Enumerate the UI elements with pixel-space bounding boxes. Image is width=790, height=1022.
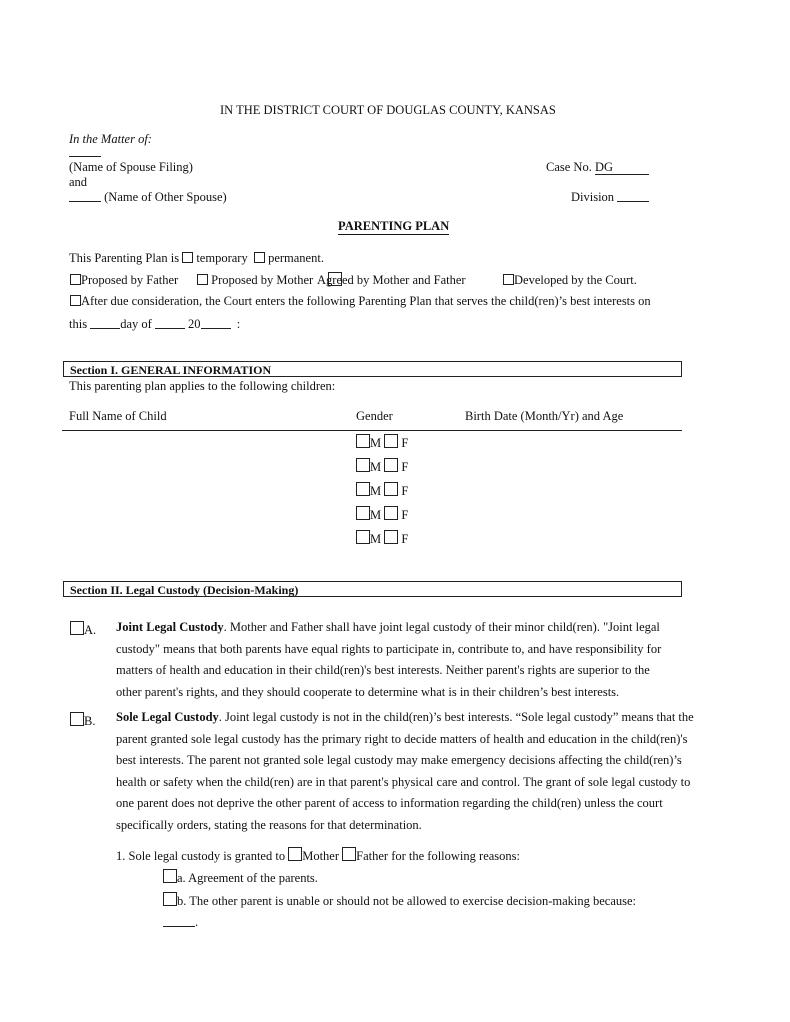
section-1-heading: Section I. GENERAL INFORMATION — [70, 363, 272, 377]
day-blank[interactable] — [90, 317, 120, 329]
after-consideration-text: After due consideration, the Court enters the following Parenting Plan that serves the child(ren)’s best interests on — [81, 294, 651, 308]
reason-b-blank[interactable] — [163, 915, 195, 927]
gender-f-checkbox[interactable] — [384, 434, 398, 448]
option-a-marker — [70, 621, 96, 637]
gender-f-label: F — [401, 484, 409, 498]
proposed-mother-row — [197, 274, 313, 287]
permanent-checkbox[interactable] — [254, 252, 265, 263]
gender-row — [356, 506, 408, 522]
proposed-mother-checkbox[interactable] — [197, 274, 208, 285]
other-spouse-blank[interactable] — [69, 190, 101, 202]
sole-line-1: . Joint legal custody is not in the child(ren)’s best interests. “Sole legal custody” means that the — [218, 710, 694, 724]
gender-m-label: M — [370, 508, 382, 522]
sole-granted-row — [116, 847, 520, 863]
gender-m-label: M — [370, 484, 382, 498]
sole-line-4: health or safety when the child(ren) are in that parent's physical care and control. The grant of sole legal custody to — [116, 774, 691, 789]
date-row — [69, 317, 240, 331]
spouse-filing-blank[interactable] — [69, 156, 101, 157]
month-blank[interactable] — [155, 317, 185, 329]
section-2-heading: Section II. Legal Custody (Decision-Making) — [70, 583, 299, 597]
temporary-checkbox[interactable] — [182, 252, 193, 263]
section-1-box — [63, 361, 682, 377]
case-no-field[interactable] — [595, 161, 649, 175]
joint-line-1: . Mother and Father shall have joint legal custody of their minor child(ren). "Joint legal — [223, 620, 660, 634]
gender-m-checkbox[interactable] — [356, 530, 370, 544]
section-2-box — [63, 581, 682, 597]
permanent-label: permanent. — [268, 251, 324, 265]
plan-is-label: This Parenting Plan is — [69, 251, 180, 265]
name-spouse-filing-label: (Name of Spouse Filing) — [69, 160, 193, 174]
developed-court-checkbox[interactable] — [503, 274, 514, 285]
father-checkbox[interactable] — [342, 847, 356, 861]
gender-m-checkbox[interactable] — [356, 482, 370, 496]
sole-granted-label: 1. Sole legal custody is granted to — [116, 849, 286, 863]
gender-m-checkbox[interactable] — [356, 458, 370, 472]
division-label: Division — [571, 190, 615, 204]
applies-text: This parenting plan applies to the following children: — [69, 379, 336, 393]
proposed-father-row — [70, 274, 178, 287]
court-enters-checkbox[interactable] — [70, 295, 81, 306]
in-the-matter-of: In the Matter of: — [69, 132, 152, 146]
gender-f-checkbox[interactable] — [384, 482, 398, 496]
gender-row — [356, 434, 408, 450]
proposed-father-label: Proposed by Father — [81, 273, 179, 287]
and-text: and — [69, 175, 88, 189]
gender-f-checkbox[interactable] — [384, 506, 398, 520]
case-no-label: Case No. — [546, 160, 592, 174]
division-row — [571, 190, 649, 204]
gender-m-checkbox[interactable] — [356, 434, 370, 448]
joint-custody-paragraph — [116, 617, 716, 703]
sole-custody-paragraph — [116, 707, 716, 836]
option-a-label: A. — [84, 623, 97, 637]
agreed-label: Agreed by Mother and Father — [317, 273, 466, 287]
sole-line-5: one parent does not deprive the other parent of access to information regarding the child(ren) unless the court — [116, 796, 663, 810]
sole-line-3: best interests. The parent not granted sole legal custody may make emergency decisions affecting the child(ren)’s — [116, 753, 682, 767]
year-blank[interactable] — [201, 317, 231, 329]
joint-custody-title: Joint Legal Custody — [116, 620, 224, 634]
gender-row — [356, 482, 408, 498]
for-reasons-label: for the following reasons: — [391, 849, 520, 863]
table-header-rule — [62, 430, 682, 431]
reason-a-row — [163, 869, 318, 885]
reason-a-checkbox[interactable] — [163, 869, 177, 883]
name-other-spouse-label: (Name of Other Spouse) — [104, 190, 227, 204]
reason-b-row — [163, 892, 636, 908]
col-full-name: Full Name of Child — [69, 409, 167, 423]
case-no-value: DG — [594, 160, 614, 174]
court-title: IN THE DISTRICT COURT OF DOUGLAS COUNTY, KANSAS — [220, 103, 556, 117]
gender-m-label: M — [370, 436, 382, 450]
other-spouse-row — [69, 190, 227, 204]
option-b-marker — [70, 712, 95, 728]
gender-row — [356, 458, 408, 474]
gender-f-label: F — [401, 532, 409, 546]
colon: : — [236, 317, 241, 331]
reason-b-checkbox[interactable] — [163, 892, 177, 906]
gender-f-label: F — [401, 460, 409, 474]
reason-a-label: a. Agreement of the parents. — [177, 871, 318, 885]
col-gender: Gender — [356, 409, 393, 423]
sole-custody-title: Sole Legal Custody — [116, 710, 219, 724]
option-b-checkbox[interactable] — [70, 712, 84, 726]
sole-line-6: specifically orders, stating the reasons for that determination. — [116, 817, 422, 832]
developed-court-label: Developed by the Court. — [514, 273, 637, 287]
gender-f-label: F — [401, 436, 409, 450]
mother-checkbox[interactable] — [288, 847, 302, 861]
gender-f-checkbox[interactable] — [384, 458, 398, 472]
joint-line-3: matters of health and education in their child(ren)'s best interests. Neither parent's rights are superior to the — [116, 663, 650, 677]
year-prefix: 20 — [188, 317, 201, 331]
proposed-father-checkbox[interactable] — [70, 274, 81, 285]
gender-f-label: F — [401, 508, 409, 522]
gender-m-label: M — [370, 460, 382, 474]
joint-line-4: other parent's rights, and they should cooperate to determine what is in their children’s best interests. — [116, 684, 620, 699]
gender-m-checkbox[interactable] — [356, 506, 370, 520]
page-title: PARENTING PLAN — [338, 219, 450, 233]
reason-b-period: . — [195, 915, 199, 929]
option-b-label: B. — [84, 714, 96, 728]
case-no-row — [546, 161, 649, 175]
gender-row — [356, 530, 408, 546]
this-label: this — [69, 317, 88, 331]
gender-f-checkbox[interactable] — [384, 530, 398, 544]
court-enters-row — [70, 295, 651, 308]
sole-line-2: parent granted sole legal custody has the primary right to decide matters of health and education in the child(ren)'s — [116, 731, 688, 746]
day-of-label: day of — [120, 317, 152, 331]
temporary-label: temporary — [196, 251, 248, 265]
reason-b-blank-row — [163, 915, 198, 929]
proposed-mother-label: Proposed by Mother — [211, 273, 314, 287]
developed-court-row — [503, 274, 637, 287]
gender-m-label: M — [370, 532, 382, 546]
mother-label: Mother — [302, 849, 340, 863]
option-a-checkbox[interactable] — [70, 621, 84, 635]
joint-line-2: custody" means that both parents have equal rights to participate in, contribute to, and have responsibility for — [116, 641, 662, 656]
father-label: Father — [356, 849, 389, 863]
division-blank[interactable] — [617, 190, 649, 202]
plan-type-row — [69, 252, 324, 265]
reason-b-label: b. The other parent is unable or should not be allowed to exercise decision-making because: — [177, 894, 637, 908]
col-birth-date: Birth Date (Month/Yr) and Age — [465, 409, 624, 423]
